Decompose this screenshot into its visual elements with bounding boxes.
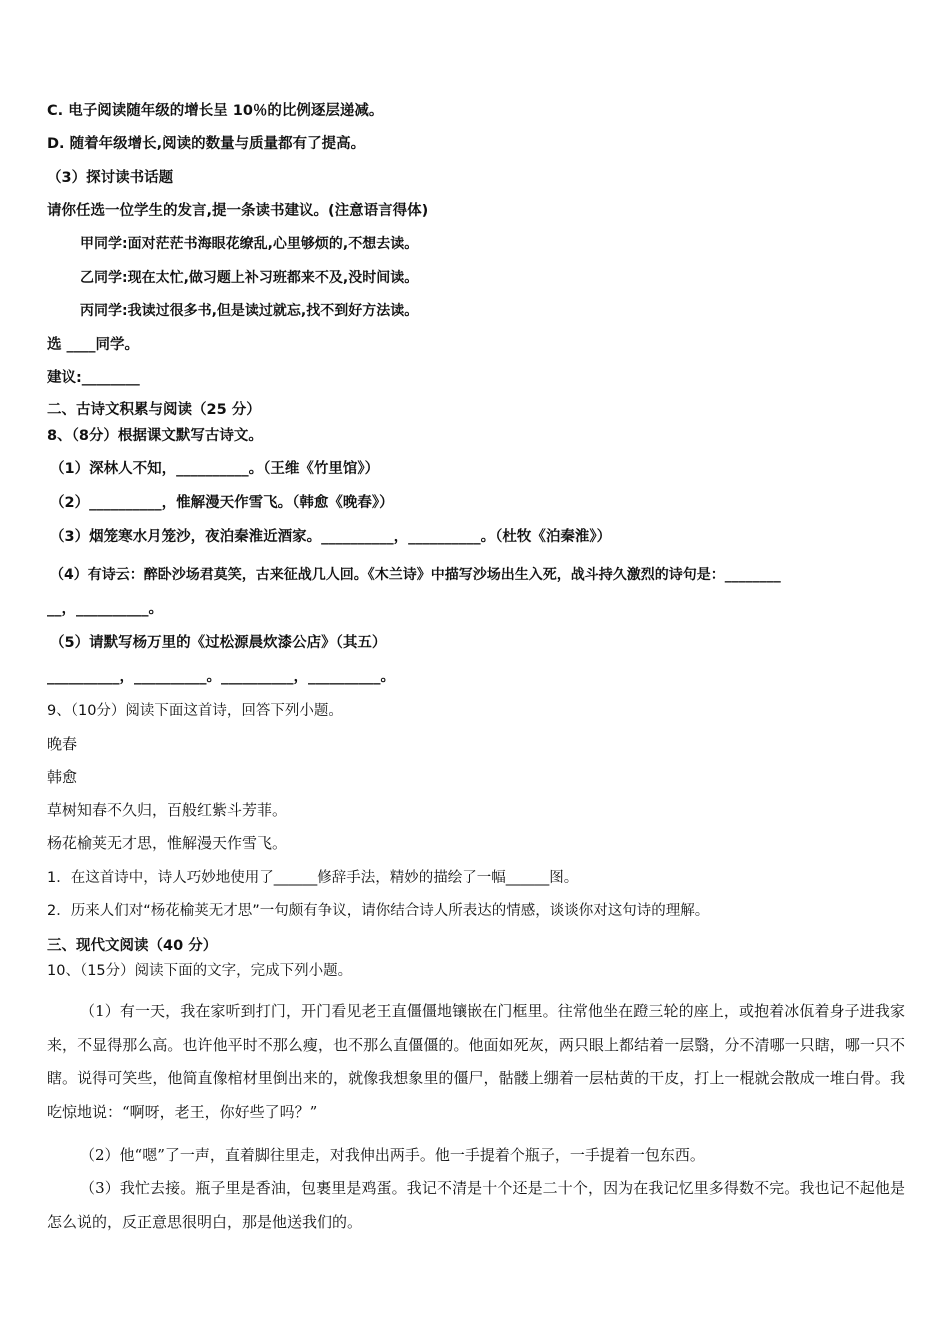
q8-item-1: （1）深林人不知，__________。（王维《竹里馆》） (50, 461, 380, 477)
q3-prompt: 请你任选一位学生的发言,提一条读书建议。(注意语言得体) (47, 203, 429, 219)
question-8: 8、（8分）根据课文默写古诗文。 (47, 428, 263, 444)
poem-line-2: 杨花榆荚无才思，惟解漫天作雪飞。 (47, 834, 288, 852)
passage-paragraph-3: （3）我忙去接。瓶子里是香油，包裹里是鸡蛋。我记不清是十个还是二十个，因为在我记忆里多得数不完。我也记不起他是怎么说的，反正意思很明白，那是他送我们的。 (47, 1179, 905, 1231)
poem-author: 韩愈 (47, 768, 78, 786)
q8-item-4: （4）有诗云：醉卧沙场君莫笑，古来征战几人回。《木兰诗》中描写沙场出生入死，战斗持久激烈的诗句是：________ (50, 567, 781, 583)
option-d: D. 随着年级增长,阅读的数量与质量都有了提高。 (47, 136, 366, 152)
q8-item-5: （5）请默写杨万里的《过松源晨炊漆公店》（其五） (50, 635, 387, 651)
passage-paragraph-1: （1）有一天，我在家听到打门，开门看见老王直僵僵地镶嵌在门框里。往常他坐在蹬三轮的座上，或抱着冰佤着身子进我家来，不显得那么高。也许他平时不那么瘦，也不那么直僵僵的。他面如死灰，两只眼上都结着一层翳，分不清哪一只瞎，哪一只不瞎。说得可笑些，他简直像棺材里倒出来的，就像我想象里的僵尸，骷髅上绷着一层枯黄的干皮，打上一棍就会散成一堆白骨。我吃惊地说：“啊呀，老王，你好些了吗？” (47, 1002, 905, 1121)
choose-student: 选 ____同学。 (47, 337, 140, 353)
q8-item-5-blanks: __________，__________。__________，__________。 (47, 669, 395, 685)
question-10: 10、（15分）阅读下面的文字，完成下列小题。 (47, 963, 353, 979)
q9-sub-2: 2．历来人们对“杨花榆荚无才思”一句颇有争议，请你结合诗人所表达的情感，谈谈你对这句诗的理解。 (47, 903, 710, 919)
student-b: 乙同学:现在太忙,做习题上补习班都来不及,没时间读。 (80, 270, 419, 286)
q9-sub-1: 1．在这首诗中，诗人巧妙地使用了______修辞手法，精妙的描绘了一幅______图。 (47, 870, 579, 886)
q3-title: （3）探讨读书话题 (47, 170, 174, 186)
student-a: 甲同学:面对茫茫书海眼花缭乱,心里够烦的,不想去读。 (80, 236, 419, 252)
section-3-heading: 三、现代文阅读（40 分） (47, 938, 218, 954)
passage-paragraph-2: （2）他“嗯”了一声，直着脚往里走，对我伸出两手。他一手提着个瓶子，一手提着一包东西。 (80, 1146, 705, 1164)
student-c: 丙同学:我读过很多书,但是读过就忘,找不到好方法读。 (80, 303, 419, 319)
poem-title: 晚春 (47, 735, 78, 753)
q8-item-3: （3）烟笼寒水月笼沙，夜泊秦淮近酒家。__________，__________。（杜牧《泊秦淮》） (50, 529, 612, 545)
option-c: C. 电子阅读随年级的增长呈 10％的比例逐层递减。 (47, 103, 384, 119)
poem-line-1: 草树知春不久归，百般红紫斗芳菲。 (47, 801, 288, 819)
suggestion-line: 建议:________ (47, 370, 140, 386)
q8-item-4-cont: __，__________。 (47, 601, 163, 617)
q8-item-2: （2）__________，惟解漫天作雪飞。（韩愈《晚春》） (50, 495, 394, 511)
section-2-heading: 二、古诗文积累与阅读（25 分） (47, 402, 261, 418)
question-9: 9、（10分）阅读下面这首诗，回答下列小题。 (47, 703, 343, 719)
